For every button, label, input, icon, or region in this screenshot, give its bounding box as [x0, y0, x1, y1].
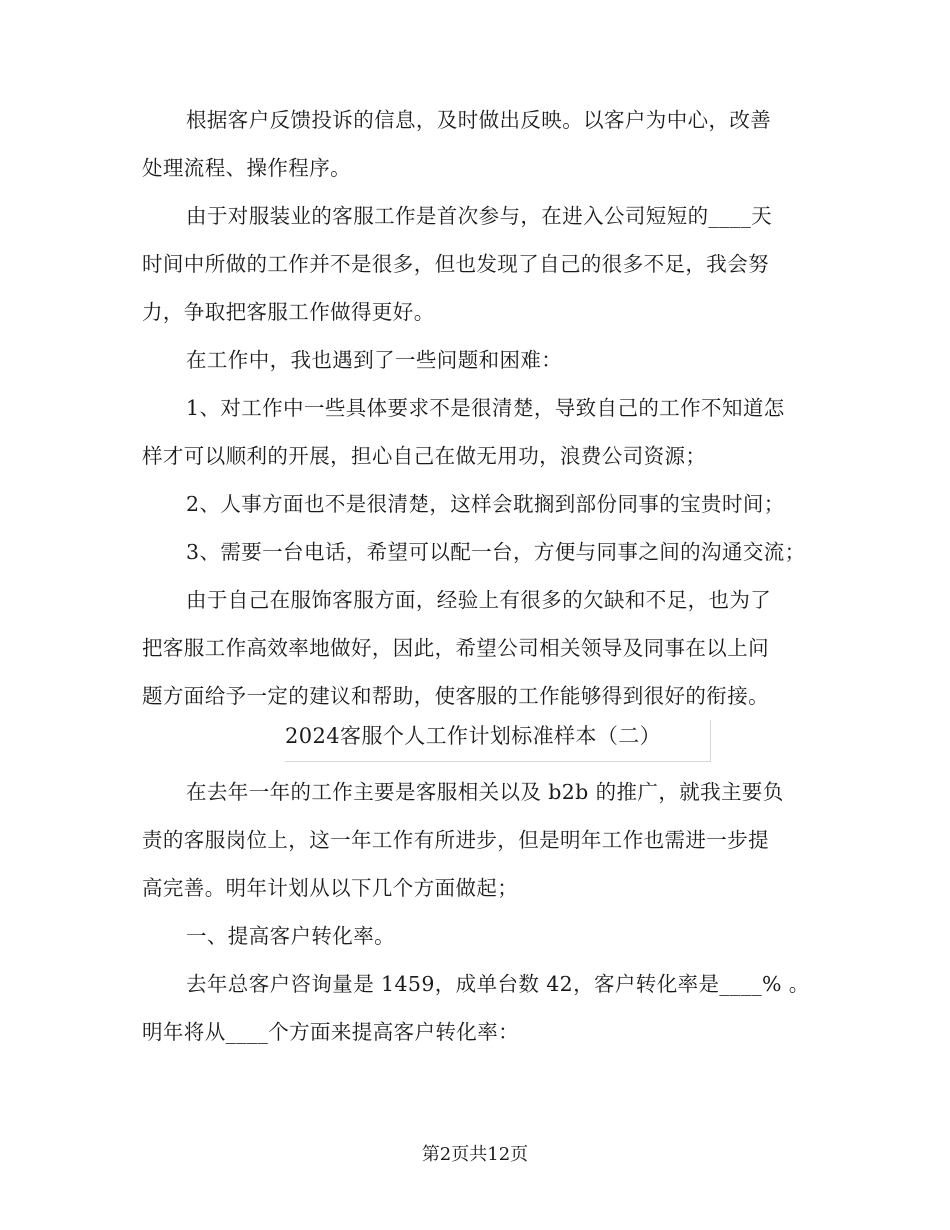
subheading-line: 一、提高客户转化率。 [186, 924, 395, 948]
list-item-line: 2、人事方面也不是很清楚，这样会耽搁到部份同事的宝贵时间； [186, 492, 785, 516]
paragraph-line: 责的客服岗位上，这一年工作有所进步，但是明年工作也需进一步提 [142, 828, 769, 852]
paragraph-line: 由于对服装业的客服工作是首次参与，在进入公司短短的____天 [186, 204, 772, 228]
list-item-line: 1、对工作中一些具体要求不是很清楚，导致自己的工作不知道怎 [186, 396, 785, 420]
paragraph-line: 时间中所做的工作并不是很多，但也发现了自己的很多不足，我会努 [142, 252, 769, 276]
section-heading: 2024客服个人工作计划标准样本（二） [285, 720, 711, 762]
paragraph-line: 去年总客户咨询量是 1459，成单台数 42，客户转化率是____% 。 [186, 972, 810, 996]
paragraph-line: 把客服工作高效率地做好，因此，希望公司相关领导及同事在以上问 [142, 636, 769, 660]
paragraph-line: 在去年一年的工作主要是客服相关以及 b2b 的推广，就我主要负 [186, 780, 784, 804]
paragraph-line: 处理流程、操作程序。 [142, 156, 351, 180]
list-item-line: 样才可以顺利的开展，担心自己在做无用功，浪费公司资源； [142, 444, 707, 468]
paragraph-line: 题方面给予一定的建议和帮助，使客服的工作能够得到很好的衔接。 [142, 684, 769, 708]
paragraph-line: 在工作中，我也遇到了一些问题和困难： [186, 348, 563, 372]
list-item-line: 3、需要一台电话，希望可以配一台，方便与同事之间的沟通交流； [186, 540, 806, 564]
paragraph-line: 高完善。明年计划从以下几个方面做起； [142, 876, 519, 900]
page-number: 第2页共12页 [421, 1144, 529, 1165]
paragraph-line: 根据客户反馈投诉的信息，及时做出反映。以客户为中心，改善 [186, 108, 772, 132]
paragraph-line: 力，争取把客服工作做得更好。 [142, 300, 435, 324]
paragraph-line: 明年将从____个方面来提高客户转化率： [142, 1020, 519, 1044]
paragraph-line: 由于自己在服饰客服方面，经验上有很多的欠缺和不足，也为了 [186, 588, 772, 612]
